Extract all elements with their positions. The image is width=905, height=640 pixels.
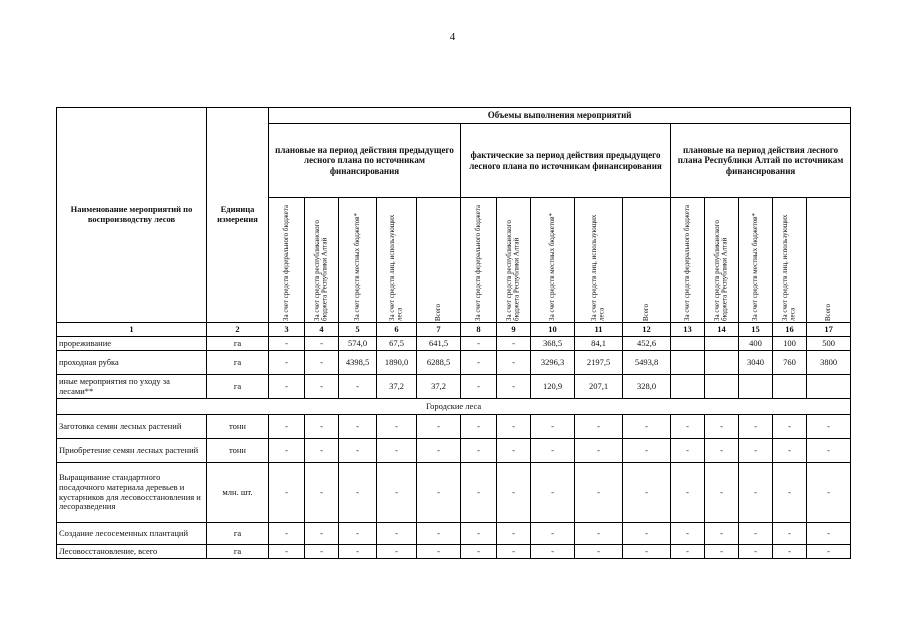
column-number: 4 xyxy=(305,323,339,337)
row-unit: тонн xyxy=(207,415,269,439)
subheader-label: За счет средств республиканского бюджета Республики Алтай xyxy=(713,220,729,321)
row-value: - xyxy=(705,463,739,523)
row-value: - xyxy=(497,523,531,545)
subheader-label: Всего xyxy=(823,303,832,321)
section-title: Городские леса xyxy=(57,399,851,415)
row-value: - xyxy=(269,351,305,375)
subheader-label: За счет средств местных бюджетов* xyxy=(547,213,556,321)
subheader-label: За счет средств местных бюджетов* xyxy=(352,213,361,321)
row-value: - xyxy=(497,463,531,523)
subheader-label: За счет средств федерального бюджета xyxy=(682,204,691,321)
row-value: 3040 xyxy=(739,351,773,375)
row-value: - xyxy=(377,415,417,439)
row-value: 67,5 xyxy=(377,337,417,351)
subheader-g3-1 xyxy=(671,198,705,323)
row-value: - xyxy=(417,523,461,545)
row-value: 37,2 xyxy=(417,375,461,399)
subheader-label: За счет средств республиканского бюджета Республики Алтай xyxy=(505,220,521,321)
table-row xyxy=(57,545,851,559)
table-row xyxy=(57,463,851,523)
row-value: 760 xyxy=(773,351,807,375)
row-value: - xyxy=(623,439,671,463)
row-value: - xyxy=(461,375,497,399)
row-value: - xyxy=(807,439,851,463)
row-unit: тонн xyxy=(207,439,269,463)
column-number: 7 xyxy=(417,323,461,337)
subheader-g2-5 xyxy=(623,198,671,323)
row-unit: га xyxy=(207,523,269,545)
row-value: 84,1 xyxy=(575,337,623,351)
row-value: - xyxy=(575,415,623,439)
row-value: - xyxy=(705,545,739,559)
row-value: - xyxy=(739,463,773,523)
row-value: - xyxy=(705,415,739,439)
row-value: - xyxy=(807,523,851,545)
row-value: 2197,5 xyxy=(575,351,623,375)
row-value xyxy=(705,351,739,375)
subheader-g2-4 xyxy=(575,198,623,323)
row-value: 120,9 xyxy=(531,375,575,399)
row-value: 400 xyxy=(739,337,773,351)
row-value: 574,0 xyxy=(339,337,377,351)
row-value: - xyxy=(739,545,773,559)
row-value: - xyxy=(417,545,461,559)
row-value: 3800 xyxy=(807,351,851,375)
row-value: - xyxy=(377,439,417,463)
section-row xyxy=(57,399,851,415)
row-value xyxy=(671,351,705,375)
row-value: - xyxy=(339,463,377,523)
row-value: - xyxy=(377,463,417,523)
row-value: - xyxy=(269,463,305,523)
row-name: проходная рубка xyxy=(57,351,207,375)
row-name: Выращивание стандартного посадочного материала деревьев и кустарников для лесовосстановления и лесоразведения xyxy=(57,463,207,523)
row-value: - xyxy=(807,415,851,439)
row-value: - xyxy=(305,545,339,559)
subheader-g3-4 xyxy=(773,198,807,323)
row-name: Создание лесосеменных плантаций xyxy=(57,523,207,545)
row-value: - xyxy=(305,351,339,375)
row-value: - xyxy=(705,439,739,463)
subheader-g2-3 xyxy=(531,198,575,323)
column-number: 15 xyxy=(739,323,773,337)
column-number: 17 xyxy=(807,323,851,337)
row-value xyxy=(671,375,705,399)
subheader-label: За счет средств лиц, использующих леса xyxy=(388,214,404,321)
row-value: - xyxy=(531,463,575,523)
row-value: - xyxy=(497,439,531,463)
row-value: - xyxy=(773,415,807,439)
row-value: - xyxy=(671,545,705,559)
subheader-g1-4 xyxy=(377,198,417,323)
subheader-g3-5 xyxy=(807,198,851,323)
row-value: - xyxy=(305,375,339,399)
column-number: 3 xyxy=(269,323,305,337)
table-row xyxy=(57,375,851,399)
row-name: иные мероприятия по уходу за лесами** xyxy=(57,375,207,399)
row-value: - xyxy=(461,439,497,463)
reforestation-table xyxy=(56,107,851,559)
row-value xyxy=(773,375,807,399)
row-value: - xyxy=(461,337,497,351)
row-value: - xyxy=(575,545,623,559)
row-value: - xyxy=(531,545,575,559)
name-column-header: Наименование мероприятий по воспроизводству лесов xyxy=(57,108,207,323)
row-value: - xyxy=(461,351,497,375)
planned-current-header: плановые на период действия лесного плана Республики Алтай по источникам финансирования xyxy=(671,124,851,198)
column-number: 2 xyxy=(207,323,269,337)
row-value: - xyxy=(461,415,497,439)
row-value: - xyxy=(807,545,851,559)
row-value: - xyxy=(773,545,807,559)
column-number: 1 xyxy=(57,323,207,337)
row-value: - xyxy=(497,337,531,351)
row-value: - xyxy=(339,375,377,399)
row-value: - xyxy=(671,415,705,439)
row-value: - xyxy=(531,523,575,545)
column-number: 8 xyxy=(461,323,497,337)
row-value: - xyxy=(497,351,531,375)
row-value: - xyxy=(531,415,575,439)
subheader-label: За счет средств федерального бюджета xyxy=(281,204,290,321)
row-value: - xyxy=(575,523,623,545)
page-number: 4 xyxy=(449,31,456,43)
unit-column-header: Единица измерения xyxy=(207,108,269,323)
row-value: 6288,5 xyxy=(417,351,461,375)
row-value: 207,1 xyxy=(575,375,623,399)
row-value: - xyxy=(623,463,671,523)
subheader-g2-2 xyxy=(497,198,531,323)
row-value: - xyxy=(739,415,773,439)
table-row xyxy=(57,439,851,463)
column-number: 14 xyxy=(705,323,739,337)
row-value: 1890,0 xyxy=(377,351,417,375)
row-value: 500 xyxy=(807,337,851,351)
row-value: - xyxy=(739,523,773,545)
row-unit: млн. шт. xyxy=(207,463,269,523)
row-value: 4398,5 xyxy=(339,351,377,375)
column-number: 13 xyxy=(671,323,705,337)
row-value: - xyxy=(575,439,623,463)
row-value: 641,5 xyxy=(417,337,461,351)
row-value: - xyxy=(705,523,739,545)
row-value: - xyxy=(461,545,497,559)
row-value: - xyxy=(807,463,851,523)
subheader-label: За счет средств местных бюджетов* xyxy=(750,213,759,321)
row-value: - xyxy=(497,375,531,399)
row-value: - xyxy=(461,463,497,523)
table-row xyxy=(57,351,851,375)
subheader-g1-5 xyxy=(417,198,461,323)
row-value: - xyxy=(773,439,807,463)
column-number: 12 xyxy=(623,323,671,337)
row-value: - xyxy=(377,545,417,559)
row-unit: га xyxy=(207,351,269,375)
row-value: - xyxy=(623,545,671,559)
subheader-g1-2 xyxy=(305,198,339,323)
column-number: 6 xyxy=(377,323,417,337)
column-number: 11 xyxy=(575,323,623,337)
subheader-label: Всего xyxy=(641,303,650,321)
row-value: - xyxy=(339,415,377,439)
subheader-g2-1 xyxy=(461,198,497,323)
subheader-label: За счет средств лиц, использующих леса xyxy=(590,214,606,321)
row-value: - xyxy=(531,439,575,463)
row-value: - xyxy=(671,523,705,545)
row-value: 5493,8 xyxy=(623,351,671,375)
row-unit: га xyxy=(207,375,269,399)
table-row xyxy=(57,523,851,545)
row-value: - xyxy=(377,523,417,545)
row-value: - xyxy=(269,545,305,559)
row-value: - xyxy=(417,439,461,463)
row-value: - xyxy=(575,463,623,523)
row-value: - xyxy=(773,523,807,545)
subheader-label: За счет средств республиканского бюджета Республики Алтай xyxy=(313,220,329,321)
row-value: - xyxy=(305,523,339,545)
row-value: - xyxy=(461,523,497,545)
row-value: 3296,3 xyxy=(531,351,575,375)
row-value: - xyxy=(497,415,531,439)
row-value: - xyxy=(739,439,773,463)
table-row xyxy=(57,337,851,351)
row-value: - xyxy=(269,337,305,351)
actual-previous-header: фактические за период действия предыдущего лесного плана по источникам финансирования xyxy=(461,124,671,198)
volumes-header: Объемы выполнения мероприятий xyxy=(269,108,851,124)
row-value: - xyxy=(417,415,461,439)
row-unit: га xyxy=(207,545,269,559)
row-unit: га xyxy=(207,337,269,351)
row-value: - xyxy=(269,523,305,545)
row-value: - xyxy=(623,415,671,439)
subheader-label: За счет средств федерального бюджета xyxy=(473,204,482,321)
subheader-label: Всего xyxy=(433,303,442,321)
row-value: - xyxy=(497,545,531,559)
table-row xyxy=(57,415,851,439)
subheader-g3-2 xyxy=(705,198,739,323)
row-value xyxy=(671,337,705,351)
column-number: 5 xyxy=(339,323,377,337)
row-value: - xyxy=(339,545,377,559)
row-value: - xyxy=(671,439,705,463)
row-value: 37,2 xyxy=(377,375,417,399)
row-value xyxy=(807,375,851,399)
subheader-g1-1 xyxy=(269,198,305,323)
column-number: 16 xyxy=(773,323,807,337)
row-value: - xyxy=(339,523,377,545)
row-value xyxy=(705,337,739,351)
row-value: - xyxy=(773,463,807,523)
row-value: - xyxy=(417,463,461,523)
row-value: - xyxy=(269,415,305,439)
row-name: Лесовосстановление, всего xyxy=(57,545,207,559)
row-value xyxy=(739,375,773,399)
planned-previous-header: плановые на период действия предыдущего лесного плана по источникам финансирования xyxy=(269,124,461,198)
row-value: 368,5 xyxy=(531,337,575,351)
subheader-g3-3 xyxy=(739,198,773,323)
row-value: - xyxy=(305,463,339,523)
row-name: Приобретение семян лесных растений xyxy=(57,439,207,463)
row-value: - xyxy=(305,439,339,463)
row-value: 452,6 xyxy=(623,337,671,351)
subheader-g1-3 xyxy=(339,198,377,323)
row-value: - xyxy=(269,439,305,463)
subheader-label: За счет средств лиц, использующих леса xyxy=(781,214,797,321)
row-value: 328,0 xyxy=(623,375,671,399)
row-value: - xyxy=(339,439,377,463)
column-number: 10 xyxy=(531,323,575,337)
row-value xyxy=(705,375,739,399)
row-name: Заготовка семян лесных растений xyxy=(57,415,207,439)
column-number: 9 xyxy=(497,323,531,337)
row-value: 100 xyxy=(773,337,807,351)
row-value: - xyxy=(305,337,339,351)
row-value: - xyxy=(623,523,671,545)
row-value: - xyxy=(269,375,305,399)
row-value: - xyxy=(671,463,705,523)
row-name: прореживание xyxy=(57,337,207,351)
row-value: - xyxy=(305,415,339,439)
